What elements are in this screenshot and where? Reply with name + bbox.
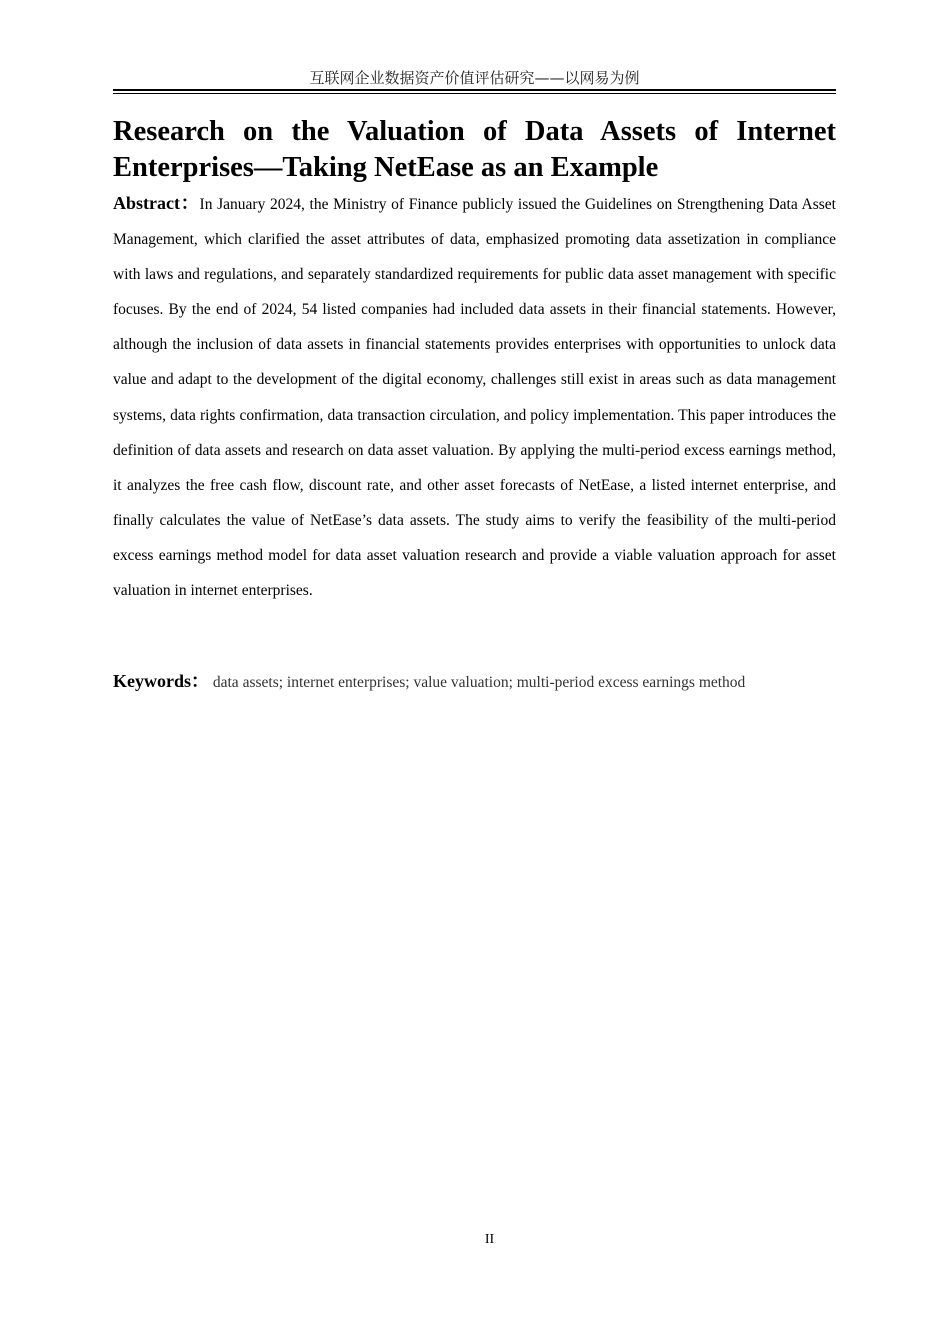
keywords-paragraph: [113, 666, 836, 698]
abstract-paragraph: [113, 186, 836, 608]
keywords-text: data assets; internet enterprises; value valuation; multi-period excess earnings method: [209, 674, 746, 691]
page-number: II: [484, 1232, 495, 1247]
paper-title: Research on the Valuation of Data Assets of Internet Enterprises—Taking NetEase as an Example: [113, 116, 836, 183]
keywords-label: Keywords：: [113, 671, 209, 691]
running-header: 互联网企业数据资产价值评估研究——以网易为例: [309, 69, 640, 87]
header-double-rule: [113, 89, 836, 94]
abstract-text: In January 2024, the Ministry of Finance publicly issued the Guidelines on Strengthening Data Asset Management, which clarified the asset attributes of data, emphasized promoting data assetization in compliance with laws and regulations, and separately standardized requirements for public data asset management with specific focuses. By the end of 2024, 54 listed companies had included data assets in their financial statements. However, although the inclusion of data assets in financial statements provides enterprises with opportunities to unlock data value and adapt to the development of the digital economy, challenges still exist in areas such as data management systems, data rights confirmation, data transaction circulation, and policy implementation. This paper introduces the definition of data assets and research on data asset valuation. By applying the multi-period excess earnings method, it analyzes the free cash flow, discount rate, and other asset forecasts of NetEase, a listed internet enterprise, and finally calculates the value of NetEase’s data assets. The study aims to verify the feasibility of the multi-period excess earnings method model for data asset valuation research and provide a viable valuation approach for asset valuation in internet enterprises.: [113, 196, 836, 600]
abstract-label: Abstract：: [113, 193, 200, 213]
